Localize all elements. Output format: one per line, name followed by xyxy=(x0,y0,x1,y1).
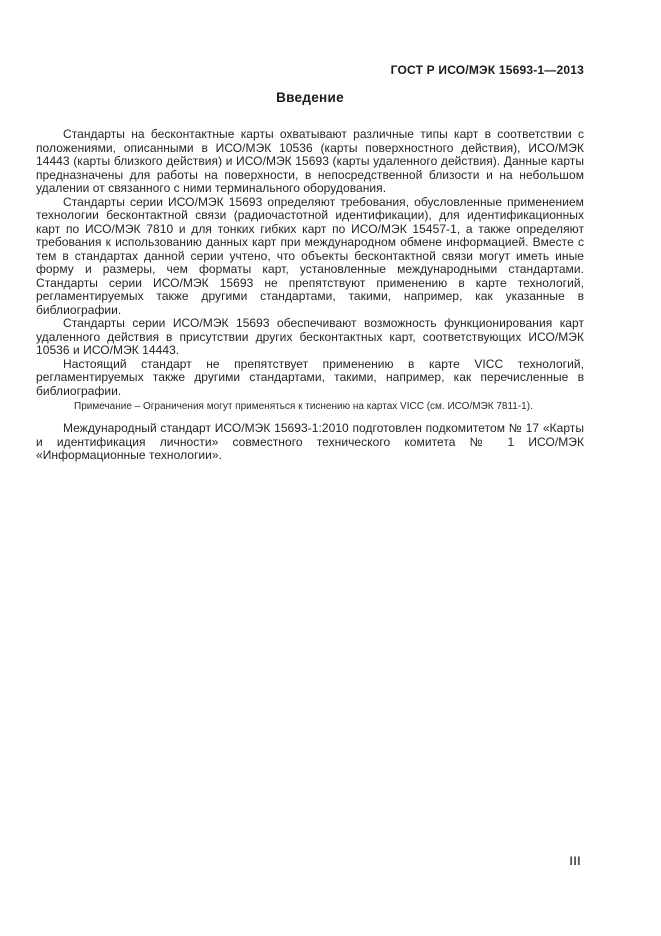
document-code: ГОСТ Р ИСО/МЭК 15693-1—2013 xyxy=(390,63,584,77)
note-embossing-restrictions: Примечание – Ограничения могут применяться к тиснению на картах VICC (см. ИСО/МЭК 7811-1). xyxy=(74,401,533,412)
paragraph-vicinity-operation: Стандарты серии ИСО/МЭК 15693 обеспечивают возможность функционирования карт удаленного действия в присутствии других бесконтактных карт, соответствующих ИСО/МЭК 10536 и ИСО/МЭК 14443. xyxy=(36,316,584,357)
paragraph-series-requirements: Стандарты серии ИСО/МЭК 15693 определяют требования, обусловленные применением технологии бесконтактной связи (радиочастотной идентификации), для идентификационных карт по ИСО/МЭК 7810 и для тонких гибких карт по ИСО/МЭК 15457-1, а также определяют требования к использованию данных карт при международном обмене информацией. Вместе с тем в стандартах данной серии учтено, что объекты бесконтактной связи могут иметь иные форму и размеры, чем форматы карт, установленные международными стандартами. Стандарты серии ИСО/МЭК 15693 не препятствуют применению в карте технологий, регламентируемых также другими стандартами, такими, например, как указанные в библиографии. xyxy=(36,194,584,317)
paragraph-international-standard-origin: Международный стандарт ИСО/МЭК 15693-1:2010 подготовлен подкомитетом № 17 «Карты и идентификация личности» совместного технического комитета № 1 ИСО/МЭК «Информационные технологии». xyxy=(36,421,584,462)
page-number: III xyxy=(569,854,581,868)
section-title: Введение xyxy=(276,90,344,105)
paragraph-vicc-technologies: Настоящий стандарт не препятствует применению в карте VICC технологий, регламентируемых также другими стандартами, такими, например, как перечисленные в библиографии. xyxy=(36,356,584,398)
paragraph-contactless-cards-overview: Стандарты на бесконтактные карты охватывают различные типы карт в соответствии с положениями, описанными в ИСО/МЭК 10536 (карты поверхностного действия), ИСО/МЭК 14443 (карты близкого действия) и ИСО/МЭК 15693 (карты удаленного действия). Данные карты предназначены для работы на поверхности, в непосредственной близости и на небольшом удалении от связанного с ними терминального оборудования. xyxy=(36,127,584,195)
